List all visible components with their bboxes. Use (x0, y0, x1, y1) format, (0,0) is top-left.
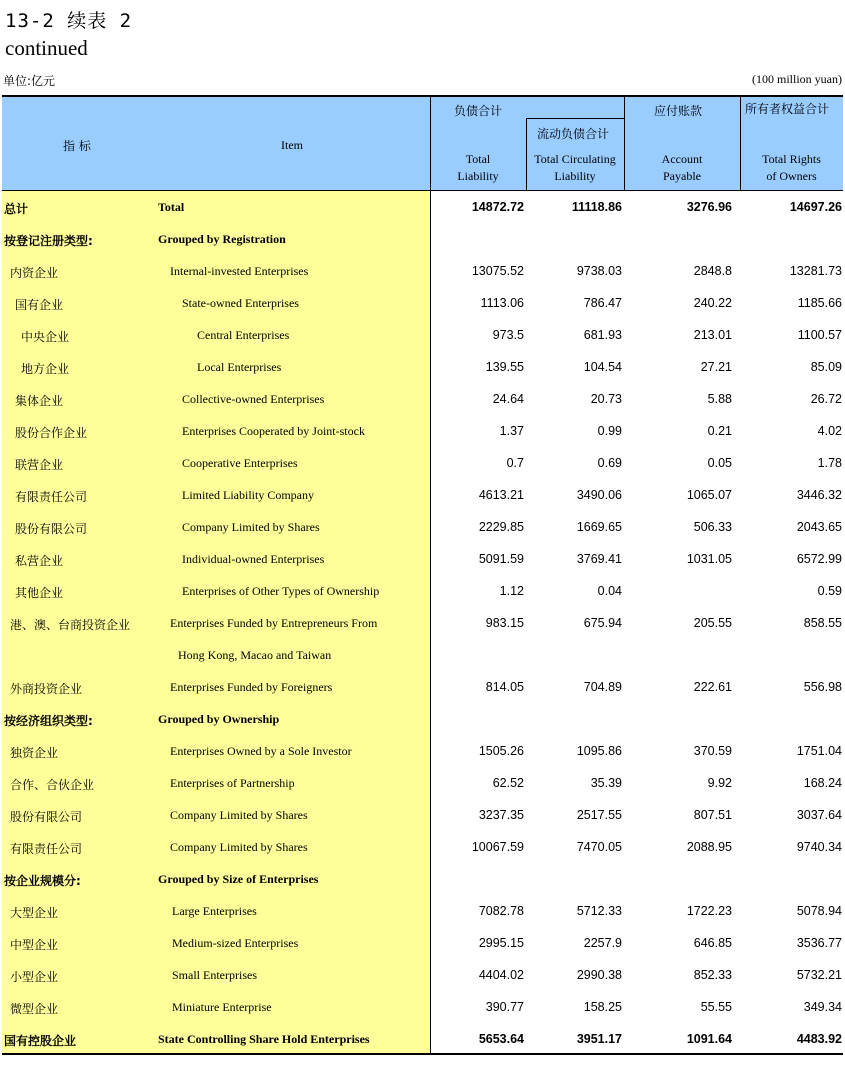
header-owners-en: Total Rights of Owners (762, 152, 821, 183)
cell-circulating-liability: 35.39 (590, 776, 622, 790)
row-label-en: Enterprises Cooperated by Joint-stock (182, 424, 365, 438)
row-label-cn: 联营企业 (15, 458, 64, 472)
row-label-cn: 股份有限公司 (10, 810, 83, 824)
cell-account-payable: 213.01 (693, 328, 732, 342)
cell-total-liability: 5653.64 (478, 1032, 524, 1046)
table-bottom-rule (2, 1053, 843, 1055)
row-label-cn: 小型企业 (10, 970, 59, 984)
cell-total-liability: 10067.59 (471, 840, 524, 854)
cell-circulating-liability: 2257.9 (583, 936, 622, 950)
cell-total-liability: 814.05 (485, 680, 524, 694)
cell-circulating-liability: 2517.55 (576, 808, 622, 822)
cell-circulating-liability: 1095.86 (576, 744, 622, 758)
header-total-liability-en: Total Liability (457, 152, 499, 183)
header-circulating-cn: 流动负债合计 (537, 127, 610, 141)
cell-total-liability: 3237.35 (478, 808, 524, 822)
row-label-en-continued: Hong Kong, Macao and Taiwan (178, 648, 332, 662)
row-label-en: Grouped by Ownership (158, 712, 280, 726)
row-label-cn: 微型企业 (10, 1002, 59, 1016)
cell-owners-equity: 5078.94 (796, 904, 842, 918)
cell-owners-equity: 13281.73 (789, 264, 842, 278)
cell-owners-equity: 6572.99 (796, 552, 842, 566)
header-circulating-en: Total Circulating Liability (534, 152, 616, 183)
cell-total-liability: 1.12 (499, 584, 524, 598)
table-row (2, 319, 843, 351)
table-row (2, 255, 843, 287)
cell-circulating-liability: 3490.06 (576, 488, 622, 502)
cell-total-liability: 139.55 (485, 360, 524, 374)
row-label-en: Grouped by Size of Enterprises (158, 872, 319, 886)
table-subtitle: continued (5, 36, 88, 60)
table-row (2, 799, 843, 831)
row-label-cn: 外商投资企业 (10, 682, 83, 696)
cell-circulating-liability: 11118.86 (571, 200, 622, 214)
table-row (2, 639, 843, 671)
row-label-cn: 有限责任公司 (10, 842, 83, 856)
cell-total-liability: 2995.15 (478, 936, 524, 950)
cell-total-liability: 62.52 (492, 776, 524, 790)
row-label-en: Limited Liability Company (182, 488, 314, 502)
cell-total-liability: 1505.26 (478, 744, 524, 758)
row-label-cn: 其他企业 (15, 586, 64, 600)
table-row (2, 991, 843, 1023)
cell-total-liability: 1.37 (499, 424, 524, 438)
cell-owners-equity: 9740.34 (796, 840, 842, 854)
cell-account-payable: 55.55 (700, 1000, 732, 1014)
cell-circulating-liability: 0.99 (597, 424, 622, 438)
cell-account-payable: 0.21 (707, 424, 732, 438)
cell-circulating-liability: 675.94 (583, 616, 622, 630)
data-table-body (2, 191, 843, 1055)
cell-owners-equity: 349.34 (803, 1000, 842, 1014)
row-label-en: State-owned Enterprises (182, 296, 299, 310)
cell-circulating-liability: 104.54 (583, 360, 622, 374)
cell-account-payable: 852.33 (693, 968, 732, 982)
row-label-en: Company Limited by Shares (182, 520, 320, 534)
row-label-cn: 按经济组织类型: (4, 714, 93, 728)
row-label-en: Company Limited by Shares (170, 840, 308, 854)
row-label-en: Enterprises Funded by Foreigners (170, 680, 333, 694)
row-label-en: Collective-owned Enterprises (182, 392, 325, 406)
cell-owners-equity: 14697.26 (789, 200, 842, 214)
cell-owners-equity: 3446.32 (796, 488, 842, 502)
table-row (2, 351, 843, 383)
row-label-en: Small Enterprises (172, 968, 257, 982)
header-owners-cn: 所有者权益合计 (745, 102, 830, 116)
table-row (2, 479, 843, 511)
cell-owners-equity: 5732.21 (796, 968, 842, 982)
row-label-en: Grouped by Registration (158, 232, 286, 246)
row-label-cn: 股份合作企业 (15, 426, 88, 440)
table-row (2, 831, 843, 863)
row-label-en: Medium-sized Enterprises (172, 936, 299, 950)
cell-total-liability: 983.15 (485, 616, 524, 630)
row-label-en: Local Enterprises (197, 360, 282, 374)
row-label-cn: 国有企业 (15, 298, 64, 312)
row-label-en: State Controlling Share Hold Enterprises (158, 1032, 370, 1046)
cell-total-liability: 14872.72 (471, 200, 524, 214)
cell-account-payable: 222.61 (693, 680, 732, 694)
cell-account-payable: 646.85 (693, 936, 732, 950)
cell-account-payable: 5.88 (707, 392, 732, 406)
table-row (2, 287, 843, 319)
cell-total-liability: 5091.59 (478, 552, 524, 566)
row-label-cn: 国有控股企业 (4, 1034, 77, 1048)
cell-owners-equity: 1100.57 (797, 328, 842, 342)
cell-circulating-liability: 1669.65 (576, 520, 622, 534)
cell-circulating-liability: 20.73 (590, 392, 622, 406)
table-row (2, 863, 843, 895)
cell-total-liability: 13075.52 (471, 264, 524, 278)
cell-circulating-liability: 7470.05 (576, 840, 622, 854)
table-row (2, 447, 843, 479)
row-label-en: Enterprises of Other Types of Ownership (182, 584, 380, 598)
table-row (2, 415, 843, 447)
cell-account-payable: 807.51 (693, 808, 732, 822)
table-row (2, 191, 843, 223)
table-row (2, 927, 843, 959)
cell-account-payable: 506.33 (693, 520, 732, 534)
cell-total-liability: 973.5 (492, 328, 524, 342)
cell-account-payable: 9.92 (707, 776, 732, 790)
cell-owners-equity: 0.59 (817, 584, 842, 598)
cell-circulating-liability: 2990.38 (576, 968, 622, 982)
cell-account-payable: 1722.23 (686, 904, 732, 918)
header-payable-en: Account Payable (661, 152, 703, 183)
row-label-en: Enterprises of Partnership (170, 776, 295, 790)
cell-circulating-liability: 704.89 (583, 680, 622, 694)
row-label-cn: 地方企业 (21, 362, 70, 376)
cell-circulating-liability: 3769.41 (576, 552, 622, 566)
cell-owners-equity: 1.78 (817, 456, 842, 470)
table-row (2, 671, 843, 703)
cell-account-payable: 27.21 (700, 360, 732, 374)
cell-total-liability: 24.64 (492, 392, 524, 406)
cell-account-payable: 370.59 (693, 744, 732, 758)
table-row (2, 703, 843, 735)
row-label-cn: 独资企业 (10, 746, 59, 760)
cell-account-payable: 1031.05 (686, 552, 732, 566)
cell-owners-equity: 26.72 (810, 392, 842, 406)
cell-account-payable: 2848.8 (693, 264, 732, 278)
cell-owners-equity: 556.98 (803, 680, 842, 694)
table-row (2, 767, 843, 799)
row-label-cn: 中型企业 (10, 938, 59, 952)
table-row (2, 895, 843, 927)
cell-total-liability: 4613.21 (478, 488, 524, 502)
row-label-en: Individual-owned Enterprises (182, 552, 325, 566)
cell-owners-equity: 1751.04 (796, 744, 842, 758)
row-label-cn: 集体企业 (15, 394, 64, 408)
cell-owners-equity: 3536.77 (796, 936, 842, 950)
row-label-cn: 内资企业 (10, 266, 59, 280)
cell-owners-equity: 858.55 (803, 616, 842, 630)
header-item-en: Item (281, 138, 303, 152)
cell-owners-equity: 1185.66 (797, 296, 842, 310)
cell-total-liability: 390.77 (485, 1000, 524, 1014)
cell-circulating-liability: 681.93 (583, 328, 622, 342)
table-row (2, 575, 843, 607)
row-label-cn: 合作、合伙企业 (10, 778, 95, 792)
table-number-title: 13-2 续表 2 (5, 10, 133, 32)
row-label-cn: 中央企业 (21, 330, 70, 344)
cell-circulating-liability: 9738.03 (576, 264, 622, 278)
cell-circulating-liability: 3951.17 (576, 1032, 622, 1046)
cell-total-liability: 7082.78 (478, 904, 524, 918)
table-row (2, 543, 843, 575)
row-label-cn: 大型企业 (10, 906, 59, 920)
header-payable-cn: 应付账款 (654, 104, 703, 118)
cell-account-payable: 2088.95 (686, 840, 732, 854)
row-label-en: Internal-invested Enterprises (170, 264, 309, 278)
cell-account-payable: 3276.96 (686, 200, 732, 214)
cell-account-payable: 240.22 (693, 296, 732, 310)
cell-account-payable: 205.55 (693, 616, 732, 630)
row-label-en: Cooperative Enterprises (182, 456, 298, 470)
cell-total-liability: 1113.06 (480, 296, 524, 310)
cell-owners-equity: 85.09 (810, 360, 842, 374)
cell-owners-equity: 2043.65 (796, 520, 842, 534)
cell-total-liability: 0.7 (506, 456, 524, 470)
cell-circulating-liability: 5712.33 (576, 904, 622, 918)
row-label-cn: 总计 (4, 202, 29, 216)
table-row (2, 735, 843, 767)
row-label-en: Miniature Enterprise (172, 1000, 272, 1014)
header-total-liability-group-cn: 负债合计 (454, 104, 503, 118)
header-indicator-cn: 指 标 (63, 139, 91, 153)
row-label-en: Enterprises Owned by a Sole Investor (170, 744, 352, 758)
cell-account-payable: 0.05 (707, 456, 732, 470)
table-header (2, 95, 843, 191)
cell-owners-equity: 4483.92 (796, 1032, 842, 1046)
cell-circulating-liability: 0.69 (597, 456, 622, 470)
table-row (2, 383, 843, 415)
cell-account-payable: 1065.07 (686, 488, 732, 502)
row-label-en: Enterprises Funded by Entrepreneurs From (170, 616, 378, 630)
cell-total-liability: 2229.85 (478, 520, 524, 534)
row-label-en: Total (158, 200, 185, 214)
row-label-en: Central Enterprises (197, 328, 290, 342)
row-label-cn: 按登记注册类型: (4, 234, 93, 248)
row-label-cn: 按企业规模分: (4, 874, 81, 888)
cell-owners-equity: 168.24 (803, 776, 842, 790)
row-label-cn: 港、澳、台商投资企业 (10, 618, 131, 632)
cell-circulating-liability: 158.25 (583, 1000, 622, 1014)
cell-owners-equity: 4.02 (817, 424, 842, 438)
table-row (2, 511, 843, 543)
cell-circulating-liability: 786.47 (583, 296, 622, 310)
table-row (2, 223, 843, 255)
table-row (2, 1023, 843, 1055)
row-label-en: Large Enterprises (172, 904, 257, 918)
table-row (2, 959, 843, 991)
row-label-cn: 私营企业 (15, 554, 64, 568)
cell-owners-equity: 3037.64 (796, 808, 842, 822)
unit-label-en: (100 million yuan) (752, 72, 842, 86)
cell-total-liability: 4404.02 (478, 968, 524, 982)
row-label-en: Company Limited by Shares (170, 808, 308, 822)
unit-label-cn: 单位:亿元 (3, 74, 56, 88)
table-row (2, 607, 843, 639)
row-label-cn: 股份有限公司 (15, 522, 88, 536)
row-label-cn: 有限责任公司 (15, 490, 88, 504)
cell-circulating-liability: 0.04 (597, 584, 622, 598)
cell-account-payable: 1091.64 (686, 1032, 732, 1046)
